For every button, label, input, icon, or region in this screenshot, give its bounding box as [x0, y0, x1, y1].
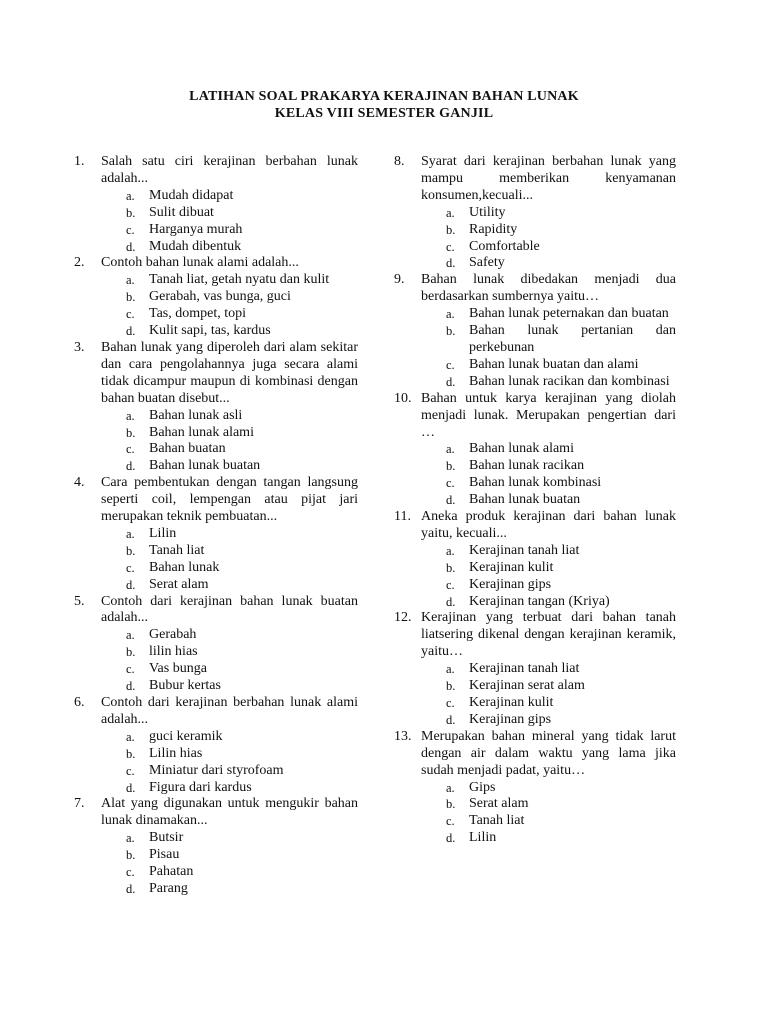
option-text: Tanah liat — [469, 813, 525, 829]
answer-option — [101, 205, 358, 222]
option-text: Bahan lunak buatan — [149, 458, 261, 474]
answer-option — [101, 577, 358, 594]
answer-option — [421, 594, 676, 611]
question-text: Aneka produk kerajinan dari bahan lunak yaitu, kecuali... — [421, 509, 676, 541]
option-letter: a. — [446, 205, 455, 220]
answer-option — [421, 475, 676, 492]
answer-option — [421, 255, 676, 272]
option-letter: a. — [126, 628, 135, 643]
option-text: Kulit sapi, tas, kardus — [149, 323, 271, 339]
option-text: Gips — [469, 779, 496, 795]
option-letter: b. — [446, 797, 456, 812]
answer-option — [101, 881, 358, 898]
question-text: Contoh dari kerajinan bahan lunak buatan adalah... — [101, 593, 358, 626]
option-letter: b. — [126, 290, 136, 305]
question-number: 9. — [394, 272, 405, 288]
answer-option — [421, 323, 676, 357]
option-letter: d. — [446, 256, 456, 271]
option-letter: a. — [126, 831, 135, 846]
option-text: Lilin — [149, 525, 177, 541]
answer-option — [101, 560, 358, 577]
option-text: Bahan lunak asli — [149, 407, 243, 423]
answer-option — [101, 678, 358, 695]
question-item — [74, 255, 358, 340]
option-letter: a. — [126, 273, 135, 288]
answer-option — [421, 239, 676, 256]
answer-option — [421, 306, 676, 323]
option-text: Tanah liat, getah nyatu dan kulit — [149, 272, 330, 288]
option-text: Kerajinan serat alam — [469, 678, 585, 694]
question-item — [394, 509, 676, 610]
option-text: Rapidity — [469, 221, 518, 237]
option-letter: c. — [446, 357, 455, 372]
option-text: Tanah liat — [149, 542, 205, 558]
question-item — [394, 391, 676, 509]
option-text: Mudah dibentuk — [149, 238, 242, 254]
option-letter: b. — [126, 425, 136, 440]
option-text: Serat alam — [469, 796, 529, 812]
option-text: Sulit dibuat — [149, 204, 214, 220]
option-list — [101, 526, 358, 594]
option-text: Bahan lunak — [149, 559, 220, 575]
option-letter: a. — [446, 442, 455, 457]
option-letter: b. — [126, 645, 136, 660]
answer-option — [421, 374, 676, 391]
answer-option — [101, 644, 358, 661]
answer-option — [421, 560, 676, 577]
option-letter: b. — [446, 679, 456, 694]
answer-option — [101, 543, 358, 560]
answer-option — [421, 780, 676, 797]
option-list — [421, 661, 676, 729]
answer-option — [101, 289, 358, 306]
option-letter: b. — [446, 459, 456, 474]
question-item — [74, 796, 358, 897]
answer-option — [101, 441, 358, 458]
option-text: Kerajinan tanah liat — [469, 542, 580, 558]
option-text: Figura dari kardus — [149, 779, 252, 795]
option-text: Lilin hias — [149, 745, 203, 761]
question-text: Contoh dari kerajinan berbahan lunak alami adalah... — [101, 695, 358, 727]
option-text: Lilin — [469, 830, 497, 846]
option-letter: c. — [126, 560, 135, 575]
answer-option — [101, 864, 358, 881]
option-text: Safety — [469, 255, 505, 271]
answer-option — [101, 323, 358, 340]
option-letter: c. — [446, 577, 455, 592]
option-text: Bahan lunak buatan — [469, 492, 581, 508]
answer-option — [101, 222, 358, 239]
question-text: Syarat dari kerajinan berbahan lunak yang mampu memberikan kenyamanan konsumen,kecuali... — [421, 154, 676, 203]
question-item — [74, 154, 358, 255]
option-text: Bahan lunak racikan dan kombinasi — [469, 373, 670, 389]
option-letter: d. — [446, 374, 456, 389]
answer-option — [101, 780, 358, 797]
option-letter: c. — [446, 239, 455, 254]
page-title: LATIHAN SOAL PRAKARYA KERAJINAN BAHAN LUNAK — [189, 89, 579, 104]
option-letter: a. — [446, 780, 455, 795]
option-letter: d. — [126, 239, 136, 254]
answer-option — [421, 492, 676, 509]
answer-option — [421, 678, 676, 695]
option-list — [101, 272, 358, 340]
option-letter: c. — [126, 763, 135, 778]
option-text: Gerabah, vas bunga, guci — [149, 289, 291, 305]
option-list — [421, 543, 676, 611]
option-list — [421, 441, 676, 509]
option-text: Vas bunga — [149, 661, 207, 677]
question-text: Kerajinan yang terbuat dari bahan tanah liatsering dikenal dengan kerajinan keramik, yaitu… — [421, 610, 676, 660]
option-text: Kerajinan tanah liat — [469, 661, 580, 677]
question-number: 13. — [394, 728, 412, 744]
question-item — [394, 154, 676, 272]
question-text: Alat yang digunakan untuk mengukir bahan lunak dinamakan... — [101, 796, 358, 829]
right-question-column — [394, 154, 676, 847]
option-letter: b. — [126, 746, 136, 761]
answer-option — [101, 847, 358, 864]
option-letter: a. — [446, 662, 455, 677]
option-text: Gerabah — [149, 627, 197, 643]
option-text: Bahan lunak pertanian dan perkebunan — [469, 323, 676, 355]
answer-option — [101, 239, 358, 256]
option-text: Tas, dompet, topi — [149, 306, 247, 322]
option-letter: d. — [126, 881, 136, 896]
option-letter: c. — [126, 865, 135, 880]
option-letter: c. — [446, 814, 455, 829]
question-text: Bahan untuk karya kerajinan yang diolah menjadi lunak. Merupakan pengertian dari … — [421, 390, 676, 440]
option-letter: d. — [126, 459, 136, 474]
option-list — [101, 408, 358, 476]
question-item — [74, 340, 358, 475]
answer-option — [421, 830, 676, 847]
option-text: Pahatan — [149, 864, 194, 880]
answer-option — [101, 729, 358, 746]
option-text: Serat alam — [149, 576, 209, 592]
answer-option — [421, 661, 676, 678]
option-text: Miniatur dari styrofoam — [149, 762, 284, 778]
option-list — [421, 205, 676, 273]
option-letter: c. — [446, 476, 455, 491]
question-text: Bahan lunak yang diperoleh dari alam sekitar dan cara pengolahannya juga secara alami tidak dicampur maupun di kombinasi dengan bahan buatan disebut... — [101, 339, 358, 406]
option-text: Bahan buatan — [149, 441, 226, 457]
answer-option — [101, 526, 358, 543]
answer-option — [421, 441, 676, 458]
answer-option — [421, 205, 676, 222]
option-letter: b. — [446, 222, 456, 237]
answer-option — [421, 796, 676, 813]
option-text: Kerajinan kulit — [469, 559, 554, 575]
answer-option — [101, 661, 358, 678]
option-letter: d. — [446, 594, 456, 609]
page-subtitle: KELAS VIII SEMESTER GANJIL — [274, 106, 494, 121]
option-text: Mudah didapat — [149, 187, 234, 203]
option-letter: b. — [126, 543, 136, 558]
question-text: Bahan lunak dibedakan menjadi dua berdasarkan sumbernya yaitu… — [421, 272, 676, 305]
option-letter: c. — [126, 442, 135, 457]
question-number: 4. — [74, 475, 85, 491]
option-list — [421, 306, 676, 391]
option-text: Kerajinan kulit — [469, 695, 554, 710]
option-text: Bahan lunak alami — [469, 441, 574, 457]
option-letter: d. — [126, 679, 136, 694]
answer-option — [421, 813, 676, 830]
option-letter: c. — [126, 307, 135, 322]
answer-option — [101, 746, 358, 763]
option-letter: a. — [126, 408, 135, 423]
question-text: Contoh bahan lunak alami adalah... — [101, 255, 299, 271]
question-number: 8. — [394, 154, 405, 169]
answer-option — [101, 272, 358, 289]
option-text: Comfortable — [469, 238, 540, 254]
question-item — [394, 610, 676, 728]
option-letter: b. — [126, 848, 136, 863]
option-text: Bahan lunak alami — [149, 424, 254, 440]
option-text: guci keramik — [149, 728, 223, 744]
question-number: 1. — [74, 154, 85, 169]
option-letter: d. — [126, 577, 136, 592]
answer-option — [101, 306, 358, 323]
question-item — [394, 729, 676, 847]
option-letter: b. — [126, 205, 136, 220]
answer-option — [421, 357, 676, 374]
option-letter: d. — [446, 831, 456, 846]
answer-option — [421, 695, 676, 712]
question-item — [394, 272, 676, 390]
option-letter: c. — [126, 662, 135, 677]
question-item — [74, 594, 358, 695]
option-letter: a. — [126, 188, 135, 203]
answer-option — [421, 712, 676, 729]
option-letter: d. — [126, 780, 136, 795]
question-item — [74, 475, 358, 593]
option-letter: b. — [446, 560, 456, 575]
answer-option — [101, 425, 358, 442]
answer-option — [101, 627, 358, 644]
option-text: Bahan lunak kombinasi — [469, 475, 602, 491]
answer-option — [421, 577, 676, 594]
answer-option — [421, 458, 676, 475]
question-number: 10. — [394, 390, 412, 406]
question-number: 7. — [74, 796, 85, 812]
option-list — [421, 780, 676, 848]
option-text: Bahan lunak racikan — [469, 458, 585, 474]
option-letter: c. — [126, 222, 135, 237]
answer-option — [101, 763, 358, 780]
option-text: Utility — [469, 204, 506, 220]
question-item — [74, 695, 358, 796]
option-letter: c. — [446, 696, 455, 710]
answer-option — [101, 188, 358, 205]
left-question-column — [74, 154, 358, 898]
option-letter: d. — [446, 712, 456, 727]
question-number: 2. — [74, 255, 85, 271]
question-number: 5. — [74, 593, 85, 609]
option-list — [101, 188, 358, 256]
option-text: Parang — [149, 880, 188, 896]
option-list — [101, 729, 358, 797]
option-letter: d. — [446, 493, 456, 508]
option-letter: d. — [126, 324, 136, 339]
option-text: Bubur kertas — [149, 678, 221, 694]
option-list — [101, 830, 358, 898]
option-letter: a. — [446, 543, 455, 558]
option-text: Pisau — [149, 847, 180, 863]
question-number: 3. — [74, 339, 85, 355]
option-text: Butsir — [149, 830, 184, 846]
option-letter: a. — [446, 307, 455, 322]
answer-option — [101, 408, 358, 425]
option-text: Bahan lunak buatan dan alami — [469, 356, 639, 372]
option-text: Kerajinan tangan (Kriya) — [469, 593, 610, 609]
option-list — [101, 627, 358, 695]
option-text: Bahan lunak peternakan dan buatan — [469, 306, 669, 322]
question-number: 11. — [394, 509, 411, 525]
answer-option — [421, 222, 676, 239]
question-number: 12. — [394, 610, 412, 626]
option-text: lilin hias — [149, 644, 198, 660]
question-text: Salah satu ciri kerajinan berbahan lunak adalah... — [101, 154, 358, 186]
option-letter: a. — [126, 729, 135, 744]
option-text: Harganya murah — [149, 221, 243, 237]
answer-option — [101, 830, 358, 847]
question-number: 6. — [74, 695, 85, 710]
answer-option — [101, 458, 358, 475]
option-text: Kerajinan gips — [469, 711, 552, 727]
question-text: Cara pembentukan dengan tangan langsung seperti coil, lempengan atau pijat jari merupakan teknik pembuatan... — [101, 475, 358, 525]
question-text: Merupakan bahan mineral yang tidak larut dengan air dalam waktu yang lama jika sudah menjadi padat, yaitu… — [421, 728, 676, 778]
answer-option — [421, 543, 676, 560]
option-text: Kerajinan gips — [469, 576, 552, 592]
option-letter: b. — [446, 324, 456, 339]
option-letter: a. — [126, 526, 135, 541]
